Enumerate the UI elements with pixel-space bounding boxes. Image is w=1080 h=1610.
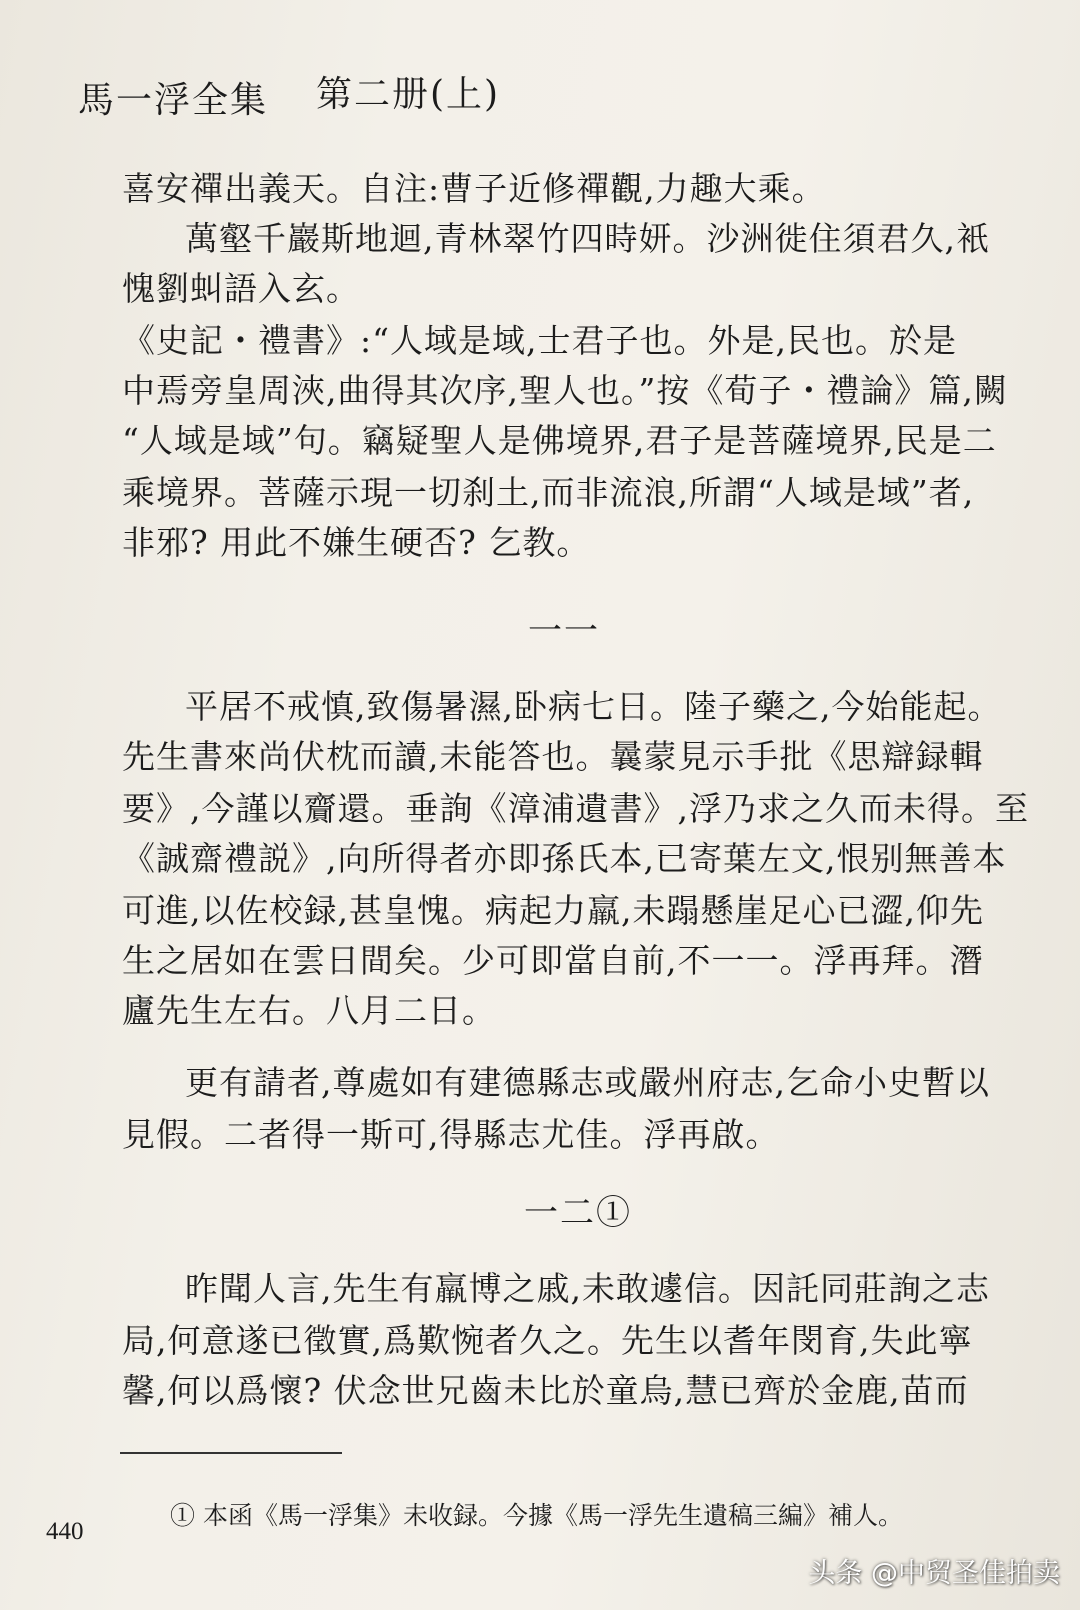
page-number: 440 bbox=[46, 1518, 84, 1545]
section-number: 一一 bbox=[528, 611, 600, 651]
body-line: 見假。二者得一斯可,得縣志尤佳。浮再啟。 bbox=[122, 1115, 780, 1154]
watermark: 头条 @中贸圣佳拍卖 bbox=[808, 1558, 1060, 1589]
body-line: 喜安禪出義天。自注:曹子近修禪觀,力趣大乘。 bbox=[122, 169, 826, 208]
body-line: 非邪? 用此不嫌生硬否? 乞教。 bbox=[122, 523, 591, 562]
body-line: 乘境界。菩薩示現一切刹土,而非流浪,所謂“人域是域”者, bbox=[122, 473, 975, 512]
footnote: ① 本函《馬一浮集》未收録。今據《馬一浮先生遺稿三編》補人。 bbox=[170, 1501, 903, 1530]
body-line: 更有請者,尊處如有建德縣志或嚴州府志,乞命小史暫以 bbox=[185, 1063, 990, 1102]
series-title: 馬一浮全集 bbox=[78, 80, 269, 121]
volume-title: 第二册(上) bbox=[316, 74, 501, 115]
body-line: 萬壑千巖斯地迴,青林翠竹四時妍。沙洲徙住須君久,衹 bbox=[185, 219, 990, 258]
body-line: 要》,今謹以齎還。垂詢《漳浦遺書》,浮乃求之久而未得。至 bbox=[122, 789, 1029, 828]
body-line: 愧劉虯語入玄。 bbox=[122, 269, 360, 308]
body-line: “人域是域”句。竊疑聖人是佛境界,君子是菩薩境界,民是二 bbox=[122, 421, 997, 460]
body-line: 可進,以佐校録,甚皇愧。病起力羸,未蹋懸崖足心已澀,仰先 bbox=[122, 891, 984, 930]
body-line: 局,何意遂已徵實,爲歎惋者久之。先生以耆年閔育,失此寧 bbox=[122, 1321, 973, 1360]
body-line: 昨聞人言,先生有羸博之戚,未敢遽信。因託同莊詢之志 bbox=[185, 1269, 990, 1308]
body-line: 廬先生左右。八月二日。 bbox=[122, 991, 496, 1030]
body-line: 生之居如在雲日間矣。少可即當自前,不一一。浮再拜。潛 bbox=[122, 941, 984, 980]
footnote-rule bbox=[120, 1452, 342, 1454]
body-line: 平居不戒慎,致傷暑濕,卧病七日。陸子藥之,今始能起。 bbox=[185, 687, 1002, 726]
section-number: 一二① bbox=[524, 1193, 632, 1233]
body-line: 《史記・禮書》:“人域是域,士君子也。外是,民也。於是 bbox=[122, 321, 957, 360]
body-line: 《誠齋禮説》,向所得者亦即孫氏本,已寄葉左文,恨别無善本 bbox=[122, 839, 1007, 878]
body-line: 馨,何以爲懷? 伏念世兄齒未比於童烏,慧已齊於金鹿,苗而 bbox=[122, 1371, 969, 1410]
body-line: 先生書來尚伏枕而讀,未能答也。曩蒙見示手批《思辯録輯 bbox=[122, 737, 984, 776]
body-line: 中焉旁皇周浹,曲得其次序,聖人也。”按《荀子・禮論》篇,闕 bbox=[122, 371, 1008, 410]
